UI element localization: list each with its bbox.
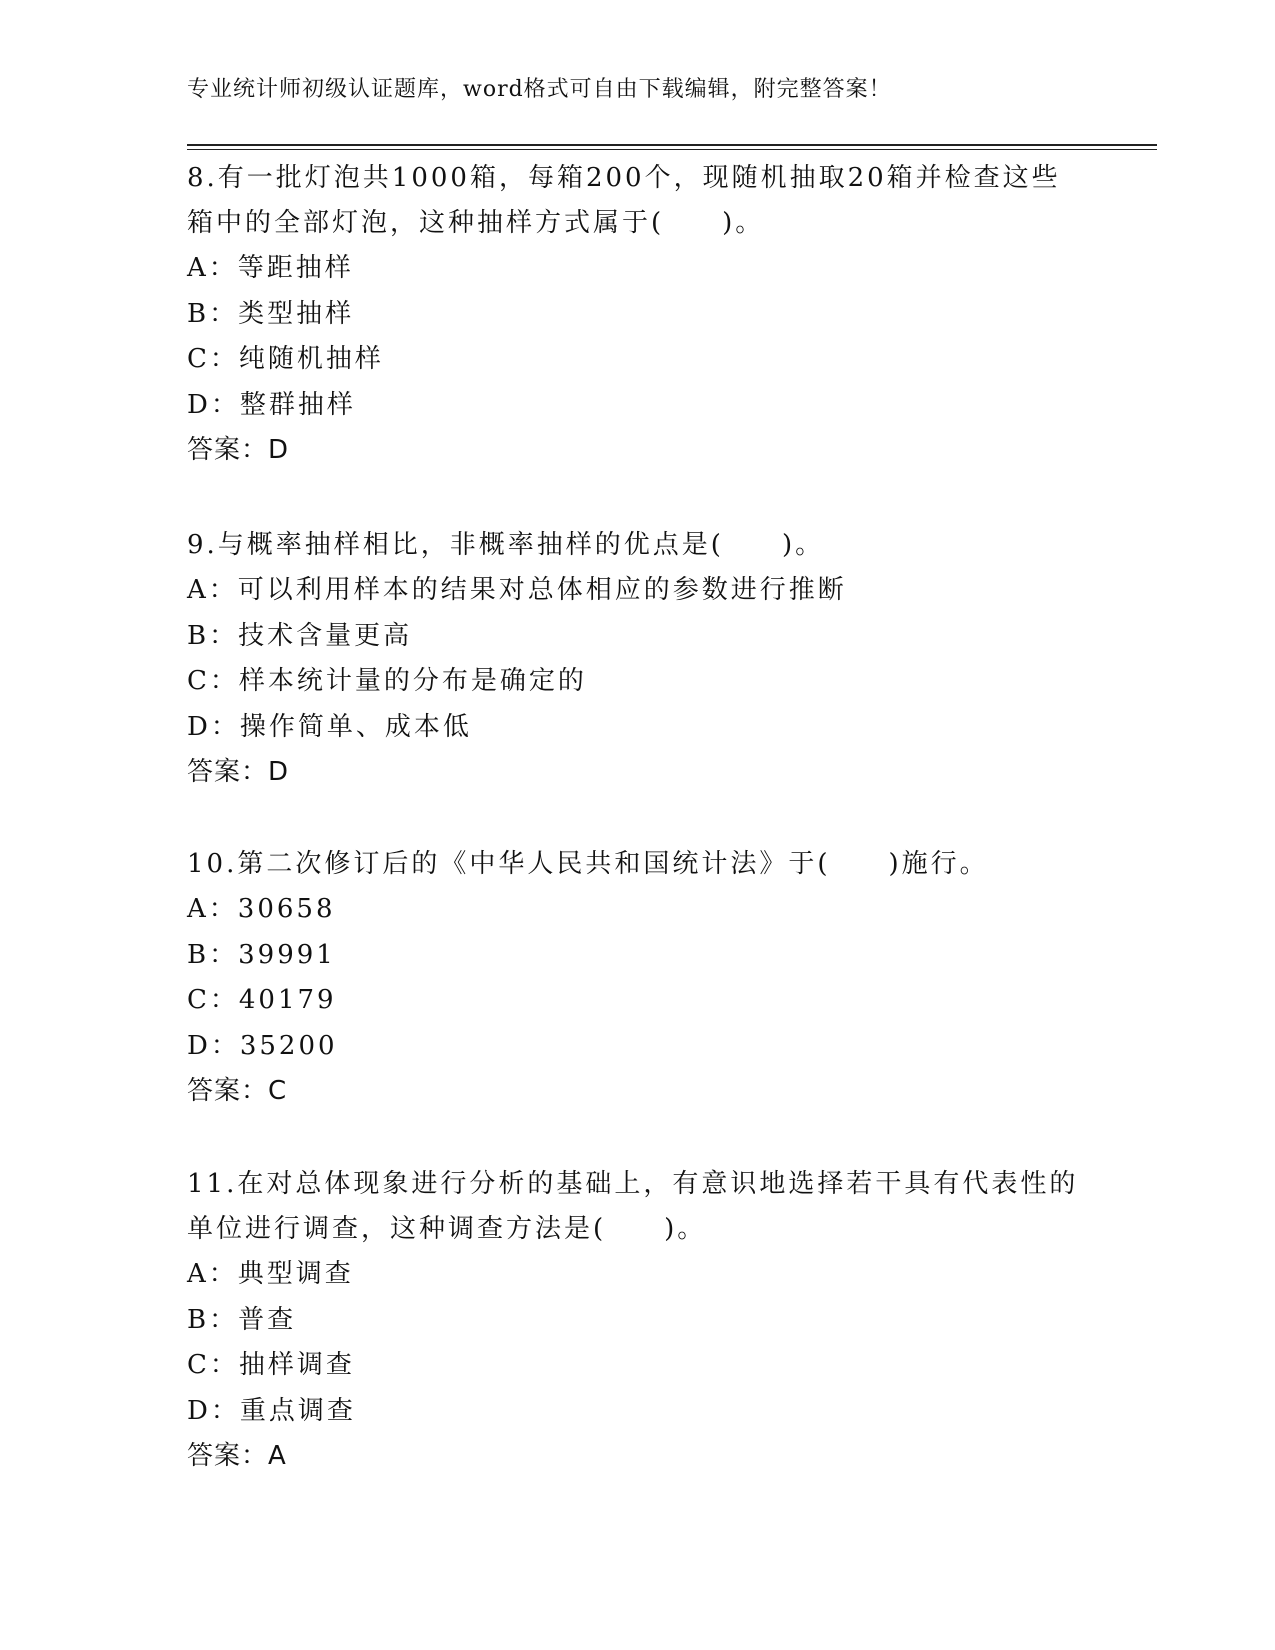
- option-b: B：技术含量更高: [187, 620, 413, 651]
- question-text-line: 单位进行调查，这种调查方法是( )。: [187, 1214, 707, 1244]
- answer-line: 答案：D: [187, 757, 290, 787]
- question-text-line: 10.第二次修订后的《中华人民共和国统计法》于( )施行。: [187, 849, 989, 879]
- header-divider-thin: [187, 149, 1157, 150]
- question-text-line: 11.在对总体现象进行分析的基础上，有意识地选择若干具有代表性的: [187, 1169, 1079, 1199]
- option-a: A：可以利用样本的结果对总体相应的参数进行推断: [187, 575, 847, 605]
- question-10: [187, 842, 1087, 1115]
- question-9: [187, 523, 1087, 796]
- question-8: [187, 156, 1087, 474]
- header-divider-thick: [187, 144, 1157, 146]
- option-c: C：样本统计量的分布是确定的: [187, 666, 587, 696]
- option-c: C：抽样调查: [187, 1350, 355, 1380]
- option-a: A：典型调查: [187, 1259, 354, 1289]
- option-b: B：普查: [187, 1304, 297, 1335]
- option-d: D：整群抽样: [187, 389, 356, 420]
- answer-line: 答案：A: [187, 1441, 287, 1471]
- option-c: C：40179: [187, 985, 337, 1015]
- option-d: D：操作简单、成本低: [187, 711, 472, 742]
- document-header: 专业统计师初级认证题库，word格式可自由下载编辑，附完整答案！: [187, 77, 892, 102]
- question-11: [187, 1162, 1087, 1480]
- question-text-line: 8.有一批灯泡共1000箱，每箱200个，现随机抽取20箱并检查这些: [187, 163, 1061, 193]
- option-d: D：35200: [187, 1030, 338, 1061]
- question-text-line: 箱中的全部灯泡，这种抽样方式属于( )。: [187, 208, 765, 238]
- answer-line: 答案：C: [187, 1076, 288, 1106]
- answer-line: 答案：D: [187, 435, 290, 465]
- option-a: A：等距抽样: [187, 253, 354, 283]
- option-b: B：类型抽样: [187, 298, 355, 329]
- option-b: B：39991: [187, 939, 336, 970]
- option-c: C：纯随机抽样: [187, 344, 384, 374]
- option-a: A：30658: [187, 894, 336, 924]
- option-d: D：重点调查: [187, 1395, 356, 1426]
- question-text-line: 9.与概率抽样相比，非概率抽样的优点是( )。: [187, 530, 825, 560]
